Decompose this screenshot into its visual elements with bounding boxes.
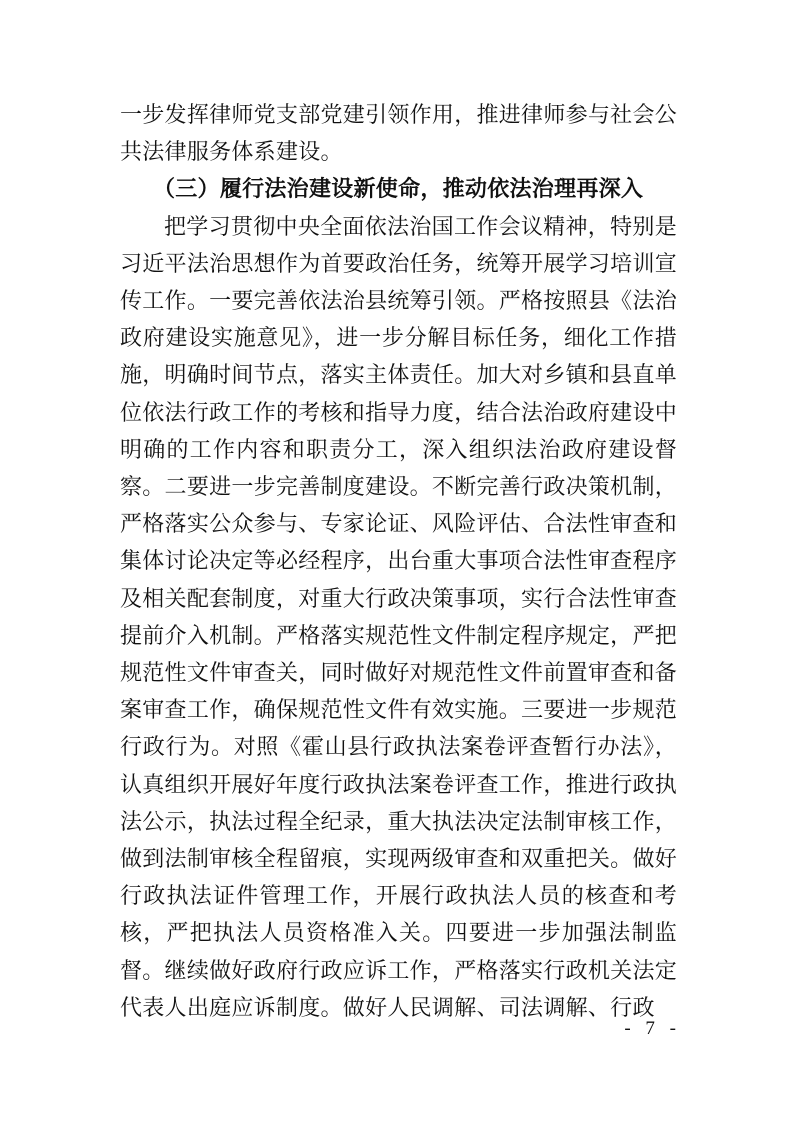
- page-number: - 7 -: [624, 1018, 681, 1039]
- page-content: [120, 96, 677, 1026]
- section-heading: （三）履行法治建设新使命，推动依法治理再深入: [153, 176, 644, 202]
- paragraph-body: 把学习贯彻中央全面依法治国工作会议精神，特别是习近平法治思想作为首要政治任务，统筹开展学习培训宣传工作。一要完善依法治县统筹引领。严格按照县《法治政府建设实施意见》，进一步分解目标任务，细化工作措施，明确时间节点，落实主体责任。加大对乡镇和县直单位依法行政工作的考核和指导力度，结合法治政府建设中明确的工作内容和职责分工，深入组织法治政府建设督察。二要进一步完善制度建设。不断完善行政决策机制，严格落实公众参与、专家论证、风险评估、合法性审查和集体讨论决定等必经程序，出台重大事项合法性审查程序及相关配套制度，对重大行政决策事项，实行合法性审查提前介入机制。严格落实规范性文件制定程序规定，严把规范性文件审查关，同时做好对规范性文件前置审查和备案审查工作，确保规范性文件有效实施。三要进一步规范行政行为。对照《霍山县行政执法案卷评查暂行办法》，认真组织开展好年度行政执法案卷评查工作，推进行政执法公示，执法过程全纪录，重大执法决定法制审核工作，做到法制审核全程留痕，实现两级审查和双重把关。做好行政执法证件管理工作，开展行政执法人员的核查和考核，严把执法人员资格准入关。四要进一步加强法制监督。继续做好政府行政应诉工作，严格落实行政机关法定代表人出庭应诉制度。做好人民调解、司法调解、行政: [120, 213, 678, 1020]
- paragraph-continuation: 一步发挥律师党支部党建引领作用，推进律师参与社会公共法律服务体系建设。: [120, 102, 678, 165]
